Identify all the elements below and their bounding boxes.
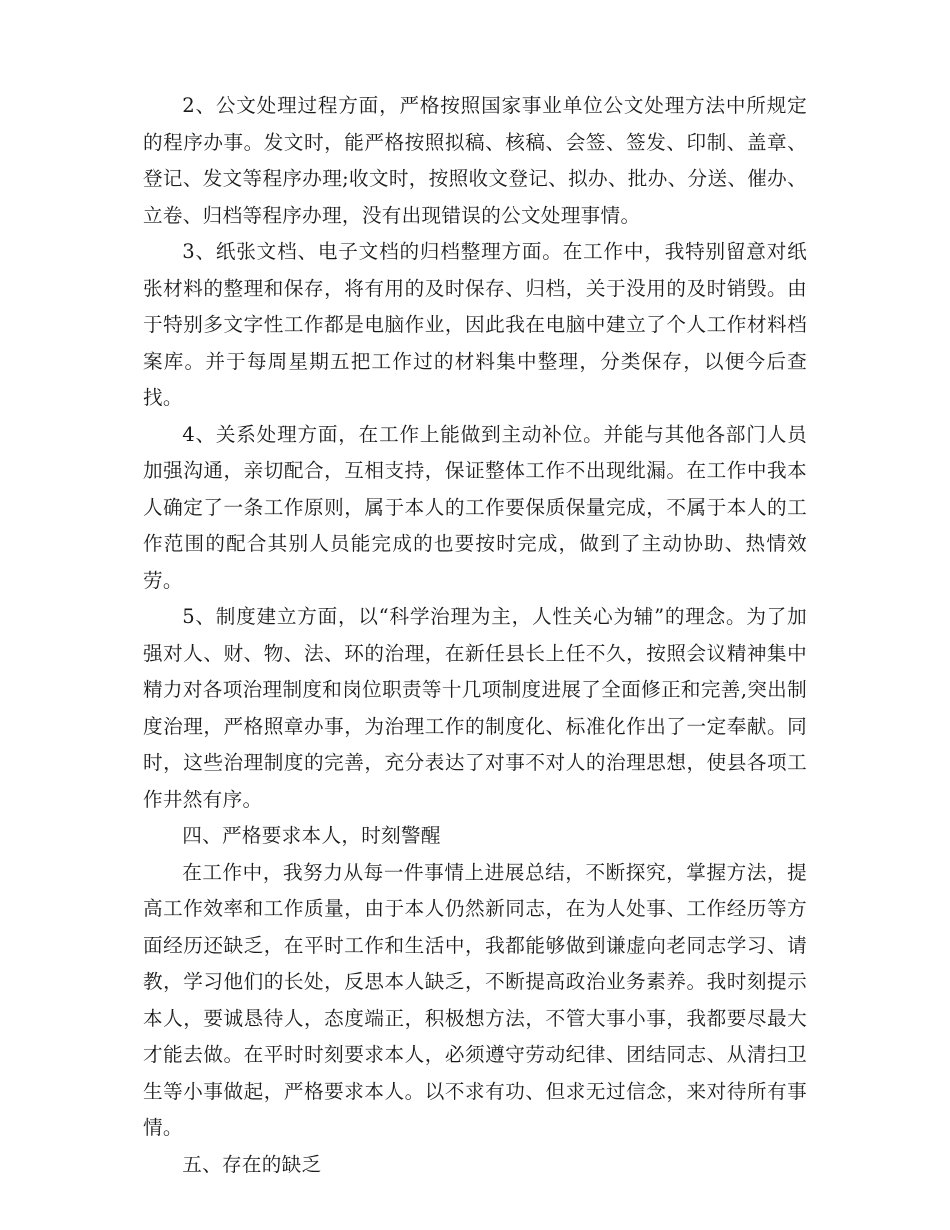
paragraph-self-discipline: 在工作中，我努力从每一件事情上进展总结，不断探究，掌握方法，提高工作效率和工作质量，由于本人仍然新同志，在为人处事、工作经历等方面经历还缺乏，在平时工作和生活中，我都能够做到谦虚向老同志学习、请教，学习他们的长处，反思本人缺乏，不断提高政治业务素养。我时刻提示本人，要诚恳待人，态度端正，积极想方法，不管大事小事，我都要尽最大才能去做。在平时时刻要求本人，必须遵守劳动纪律、团结同志、从清扫卫生等小事做起，严格要求本人。以不求有功、但求无过信念，来对待所有事情。	[143, 860, 807, 1139]
document-body	[143, 88, 807, 1183]
paragraph-system-building: 5、制度建立方面，以“科学治理为主，人性关心为辅”的理念。为了加强对人、财、物、法、环的治理，在新任县长上任不久，按照会议精神集中精力对各项治理制度和岗位职责等十几项制度进展了全面修正和完善,突出制度治理，严格照章办事，为治理工作的制度化、标准化作出了一定奉献。同时，这些治理制度的完善，充分表达了对事不对人的治理思想，使县各项工作井然有序。	[143, 605, 807, 811]
paragraph-official-document-processing: 2、公文处理过程方面，严格按照国家事业单位公文处理方法中所规定的程序办事。发文时，能严格按照拟稿、核稿、会签、签发、印制、盖章、登记、发文等程序办理;收文时，按照收文登记、拟办、批办、分送、催办、立卷、归档等程序办理，没有出现错误的公文处理事情。	[143, 94, 807, 227]
section-heading-self-discipline: 四、严格要求本人，时刻警醒	[182, 824, 441, 847]
section-heading-shortcomings: 五、存在的缺乏	[182, 1152, 322, 1176]
paragraph-relationship-handling: 4、关系处理方面，在工作上能做到主动补位。并能与其他各部门人员加强沟通，亲切配合，互相支持，保证整体工作不出现纰漏。在工作中我本人确定了一条工作原则，属于本人的工作要保质保量完成，不属于本人的工作范围的配合其别人员能完成的也要按时完成，做到了主动协助、热情效劳。	[143, 422, 807, 592]
paragraph-archive-management: 3、纸张文档、电子文档的归档整理方面。在工作中，我特别留意对纸张材料的整理和保存，将有用的及时保存、归档，关于没用的及时销毁。由于特别多文字性工作都是电脑作业，因此我在电脑中建立了个人工作材料档案库。并于每周星期五把工作过的材料集中整理，分类保存，以便今后查找。	[143, 240, 807, 409]
